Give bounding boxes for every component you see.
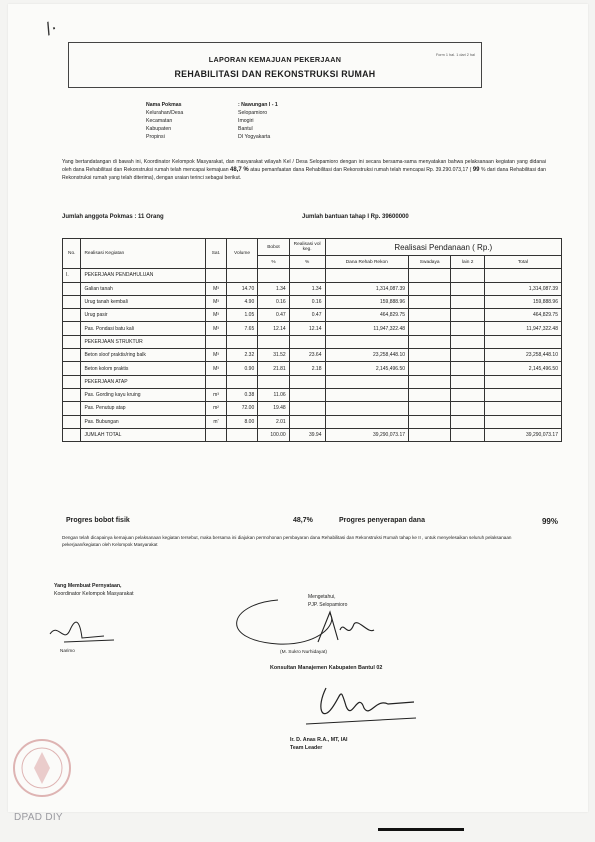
row-lain	[451, 309, 485, 322]
row-volume: 8.00	[226, 415, 257, 428]
row-total: 1,314,087.39	[484, 282, 561, 295]
col-no: No.	[63, 239, 81, 269]
row-bobot: 100.00	[258, 428, 289, 441]
row-sat: m³	[206, 388, 227, 401]
row-lain	[451, 269, 485, 282]
row-no	[63, 349, 81, 362]
row-lain	[451, 402, 485, 415]
row-total: 23,258,448.10	[484, 349, 561, 362]
row-dana-rehab: 23,258,448.10	[325, 349, 409, 362]
row-kegiatan: Pas. Bubungan	[81, 415, 206, 428]
row-realisasi-vol	[289, 375, 325, 388]
row-dana-rehab	[325, 269, 409, 282]
row-realisasi-vol: 2.18	[289, 362, 325, 375]
row-lain	[451, 375, 485, 388]
leader-name: Ir. D. Anas R.A., MT, IAI	[290, 737, 348, 743]
row-lain	[451, 295, 485, 308]
approve-name: (M. Sukro Nurhidayat)	[280, 650, 327, 655]
col-pct: %	[289, 256, 325, 269]
row-kegiatan: Galian tanah	[81, 282, 206, 295]
row-kegiatan: Urug pasir	[81, 309, 206, 322]
table-row	[63, 269, 562, 282]
maker-role: Koordinator Kelompok Masyarakat	[54, 591, 134, 597]
leader-role: Team Leader	[290, 745, 323, 751]
row-kegiatan: PEKERJAAN PENDAHULUAN	[81, 269, 206, 282]
row-no	[63, 322, 81, 335]
row-dana-rehab: 11,947,322.48	[325, 322, 409, 335]
signature-maker	[44, 616, 124, 652]
realization-table	[62, 238, 562, 442]
title-box	[68, 42, 482, 88]
row-lain	[451, 349, 485, 362]
info-label: Propinsi	[146, 134, 165, 140]
row-sat: m'	[206, 415, 227, 428]
row-lain	[451, 335, 485, 348]
row-swadaya	[409, 322, 451, 335]
watermark: DPAD DIY	[14, 812, 63, 823]
row-total	[484, 335, 561, 348]
row-swadaya	[409, 402, 451, 415]
info-label: Nama Pokmas	[146, 102, 182, 108]
row-dana-rehab	[325, 388, 409, 401]
row-total	[484, 402, 561, 415]
row-volume	[226, 428, 257, 441]
row-no: I.	[63, 269, 81, 282]
row-total	[484, 415, 561, 428]
row-volume: 0.90	[226, 362, 257, 375]
progress-label: Progres bobot fisik	[66, 517, 130, 524]
row-swadaya	[409, 388, 451, 401]
row-no	[63, 375, 81, 388]
col-bobot: Bobot	[258, 239, 289, 256]
row-sat	[206, 335, 227, 348]
table-row	[63, 322, 562, 335]
signature-leader	[296, 678, 426, 738]
row-no	[63, 402, 81, 415]
row-bobot: 0.47	[258, 309, 289, 322]
row-volume: 4.90	[226, 295, 257, 308]
report-subtitle: REHABILITASI DAN REKONSTRUKSI RUMAH	[174, 69, 376, 79]
info-value: Selopamioro	[238, 110, 268, 116]
row-no	[63, 415, 81, 428]
archive-seal-icon	[10, 736, 74, 800]
row-volume: 7.65	[226, 322, 257, 335]
row-dana-rehab: 39,290,073.17	[325, 428, 409, 441]
row-total: 39,290,073.17	[484, 428, 561, 441]
fund-percent: 99	[472, 167, 480, 174]
info-value: Bantul	[238, 126, 253, 132]
table-row	[63, 402, 562, 415]
col-total: Total	[484, 256, 561, 269]
row-bobot	[258, 335, 289, 348]
row-bobot: 2.01	[258, 415, 289, 428]
konsultan-title: Konsultan Manajemen Kabupaten Bantul 02	[270, 665, 383, 671]
document-page	[8, 4, 588, 812]
row-swadaya	[409, 415, 451, 428]
progress-percent: 48,7 %	[230, 167, 249, 174]
row-sat	[206, 428, 227, 441]
row-kegiatan: JUMLAH TOTAL	[81, 428, 206, 441]
row-kegiatan: Pas. Gording kayu kruing	[81, 388, 206, 401]
counts-line	[62, 214, 546, 220]
approve-role: PJP. Selopamioro	[308, 601, 348, 608]
pokmas-info	[146, 101, 278, 141]
absorption-value: 99%	[541, 517, 558, 526]
row-dana-rehab	[325, 375, 409, 388]
row-swadaya	[409, 349, 451, 362]
row-sat	[206, 269, 227, 282]
absorption-label: Progres penyerapan dana	[339, 517, 425, 524]
row-realisasi-vol: 1.34	[289, 282, 325, 295]
row-realisasi-vol	[289, 269, 325, 282]
row-swadaya	[409, 295, 451, 308]
member-count: Jumlah anggota Pokmas : 11 Orang	[62, 214, 164, 220]
maker-name: Narimo	[60, 648, 75, 653]
maker-title: Yang Membuat Pernyataan,	[54, 583, 122, 589]
row-dana-rehab	[325, 415, 409, 428]
row-swadaya	[409, 362, 451, 375]
row-bobot	[258, 375, 289, 388]
signature-approver	[218, 594, 398, 658]
row-realisasi-vol	[289, 388, 325, 401]
table-row	[63, 375, 562, 388]
row-no	[63, 309, 81, 322]
row-realisasi-vol: 0.16	[289, 295, 325, 308]
statement-text: Yang bertandatangan di bawah ini, Koordinator Kelompok Masyarakat, dan masyarakat wilayah Kel / Desa Selopamioro dengan ini secara bersama-sama menyatakan bahwa pelaksanaan kegiatan yang didanai oleh dana Rehabilitasi dan Rekonstruksi rumah telah mencapai kemajuan	[62, 159, 546, 174]
row-total	[484, 375, 561, 388]
row-swadaya	[409, 428, 451, 441]
info-value: Imogiri	[238, 118, 254, 124]
row-dana-rehab	[325, 335, 409, 348]
bottom-bar	[378, 828, 464, 831]
row-realisasi-vol	[289, 402, 325, 415]
col-realisasi-dana: Realisasi Pendanaan ( Rp.)	[325, 239, 562, 256]
col-sat: Sat.	[206, 239, 227, 269]
row-volume: 72.00	[226, 402, 257, 415]
row-kegiatan: Pas. Pondasi batu kali	[81, 322, 206, 335]
row-bobot: 19.48	[258, 402, 289, 415]
row-no	[63, 388, 81, 401]
row-total: 464,829.75	[484, 309, 561, 322]
row-volume	[226, 375, 257, 388]
table-row	[63, 362, 562, 375]
table-row	[63, 388, 562, 401]
row-dana-rehab: 2,145,496.50	[325, 362, 409, 375]
leader-block	[290, 736, 348, 752]
table-row	[63, 428, 562, 441]
statement-text: % dari dana Rehabilitasi dan Rekonstruksi rumah yang telah diterima), dengan uraian terinci sebagai berikut.	[62, 167, 546, 182]
row-dana-rehab	[325, 402, 409, 415]
table-row	[63, 415, 562, 428]
row-swadaya	[409, 269, 451, 282]
row-kegiatan: Urug tanah kembali	[81, 295, 206, 308]
row-bobot: 1.34	[258, 282, 289, 295]
row-swadaya	[409, 335, 451, 348]
handwritten-mark: /·	[42, 16, 60, 40]
row-lain	[451, 428, 485, 441]
row-sat: M³	[206, 362, 227, 375]
row-dana-rehab: 1,314,087.39	[325, 282, 409, 295]
col-lain: lain 2	[451, 256, 485, 269]
row-realisasi-vol	[289, 415, 325, 428]
progress-value: 48,7%	[293, 517, 313, 524]
aid-amount: Jumlah bantuan tahap I Rp. 39600000	[302, 214, 409, 220]
maker-block	[54, 582, 134, 598]
row-lain	[451, 415, 485, 428]
col-dana-rehab: Dana Rehab Rekon	[325, 256, 409, 269]
row-no	[63, 428, 81, 441]
row-bobot	[258, 269, 289, 282]
table-row	[63, 335, 562, 348]
row-sat: m²	[206, 402, 227, 415]
row-total: 159,888.96	[484, 295, 561, 308]
row-lain	[451, 322, 485, 335]
row-kegiatan: PEKERJAAN STRUKTUR	[81, 335, 206, 348]
row-realisasi-vol: 23.64	[289, 349, 325, 362]
col-realisasi-vol: Realisasi vol keg.	[289, 239, 325, 256]
row-lain	[451, 282, 485, 295]
row-lain	[451, 388, 485, 401]
col-swadaya: Swadaya	[409, 256, 451, 269]
row-swadaya	[409, 282, 451, 295]
row-no	[63, 362, 81, 375]
row-realisasi-vol: 0.47	[289, 309, 325, 322]
row-dana-rehab: 464,829.75	[325, 309, 409, 322]
row-swadaya	[409, 309, 451, 322]
info-label: Kecamatan	[146, 118, 173, 124]
row-bobot: 12.14	[258, 322, 289, 335]
row-volume: 1.05	[226, 309, 257, 322]
row-realisasi-vol	[289, 335, 325, 348]
row-no	[63, 295, 81, 308]
row-realisasi-vol: 12.14	[289, 322, 325, 335]
col-volume: Volume	[226, 239, 257, 269]
info-value: : Nawungan I - 1	[238, 102, 278, 108]
form-reference: Form 1 hal. 1 dari 2 hal	[435, 53, 475, 57]
col-kegiatan: Realisasi Kegiatan	[81, 239, 206, 269]
row-sat: M³	[206, 309, 227, 322]
report-title: LAPORAN KEMAJUAN PEKERJAAN	[208, 55, 342, 64]
row-bobot: 0.16	[258, 295, 289, 308]
row-sat: M³	[206, 282, 227, 295]
row-sat	[206, 375, 227, 388]
info-value: DI Yogyakarta	[238, 134, 271, 140]
row-total	[484, 269, 561, 282]
statement-paragraph	[62, 158, 546, 183]
info-label: Kelurahan/Desa	[146, 110, 184, 116]
row-sat: M³	[206, 349, 227, 362]
table-row	[63, 282, 562, 295]
row-volume: 14.70	[226, 282, 257, 295]
row-lain	[451, 362, 485, 375]
row-bobot: 21.81	[258, 362, 289, 375]
approve-title: Mengetahui,	[308, 594, 336, 600]
row-total: 2,145,496.50	[484, 362, 561, 375]
statement-text: atau pemanfaatan dana Rehabilitasi dan Rekonstruksi rumah telah mencapai Rp. 39.290.073,17 (	[250, 167, 472, 174]
row-bobot: 31.52	[258, 349, 289, 362]
row-total	[484, 388, 561, 401]
table-row	[63, 309, 562, 322]
request-note: Dengan telah dicapainya kemajuan pelaksanaan kegiatan tersebut, maka bersama ini diajukan permohonan pembayaran dana Rehabilitasi dan Rekonstruksi Rumah tahap ke II , untuk menyelesaikan seluruh pelaksanaan pekerjaan/kegiatan oleh Kelompok Masyarakat	[62, 535, 512, 548]
table-row	[63, 295, 562, 308]
info-label: Kabupaten	[146, 126, 172, 132]
row-volume	[226, 335, 257, 348]
row-realisasi-vol: 39.94	[289, 428, 325, 441]
col-pct: %	[258, 256, 289, 269]
row-kegiatan: PEKERJAAN ATAP	[81, 375, 206, 388]
row-swadaya	[409, 375, 451, 388]
row-volume: 0.38	[226, 388, 257, 401]
row-bobot: 11.06	[258, 388, 289, 401]
row-kegiatan: Beton kolom praktis	[81, 362, 206, 375]
row-volume	[226, 269, 257, 282]
row-volume: 2.32	[226, 349, 257, 362]
row-sat: M³	[206, 322, 227, 335]
row-no	[63, 335, 81, 348]
row-dana-rehab: 159,888.96	[325, 295, 409, 308]
row-kegiatan: Pas. Penutup atap	[81, 402, 206, 415]
table-row	[63, 349, 562, 362]
row-total: 11,947,322.48	[484, 322, 561, 335]
row-no	[63, 282, 81, 295]
row-sat: M³	[206, 295, 227, 308]
row-kegiatan: Beton sloof praktis/ring balk	[81, 349, 206, 362]
